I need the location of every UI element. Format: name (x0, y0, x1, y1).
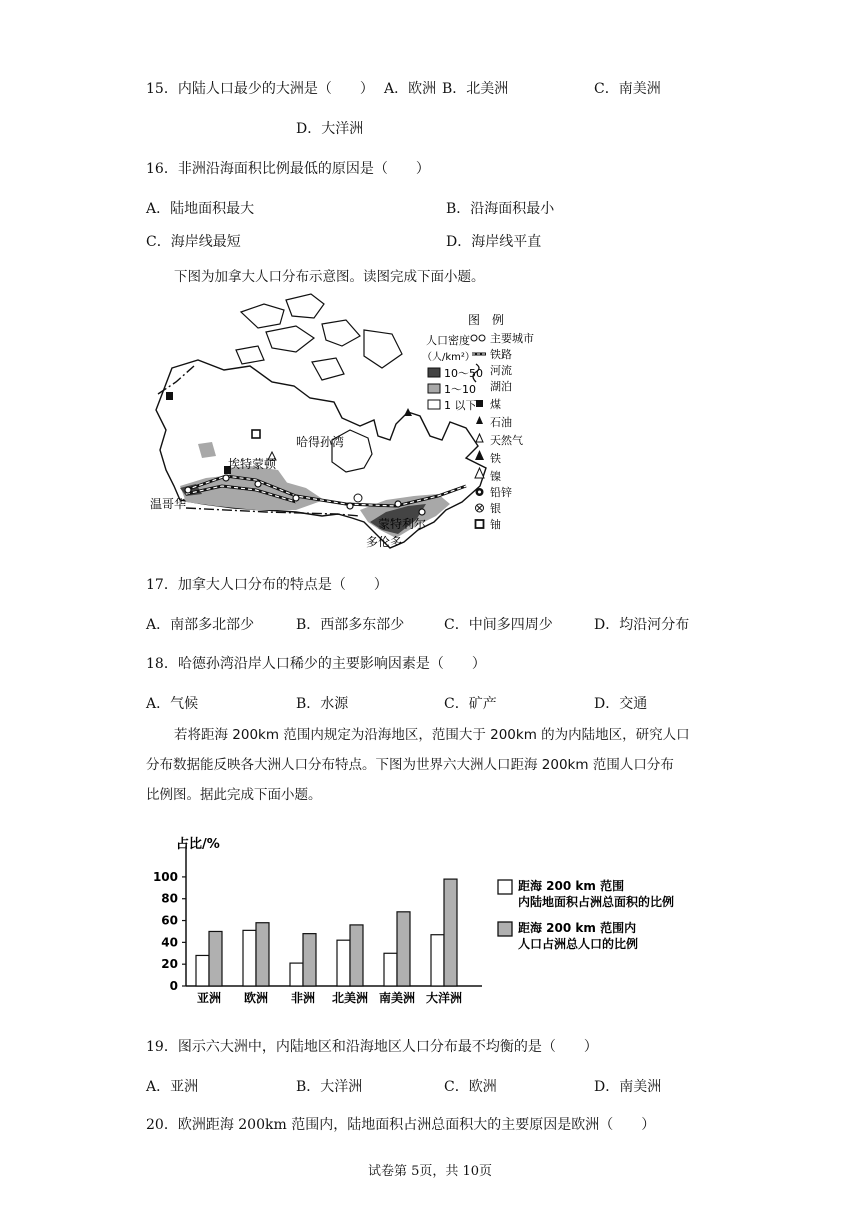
q17-option-b: B．西部多东部少 (296, 617, 405, 633)
svg-text:银: 银 (490, 502, 501, 515)
label-toronto: 多伦多 (366, 535, 403, 549)
q16-option-b: B．沿海面积最小 (446, 201, 555, 217)
chart-intro: 若将距海 200km 范围内规定为沿海地区，范围大于 200km 的为内陆地区，研究人口 分布数据能反映各大洲人口分布特点。下图为世界六大洲人口距海 200km 范围人口分布 比例图。据此完成下面小题。 (146, 727, 690, 803)
y-tick-label: 80 (161, 891, 178, 906)
legend-density-unit: （人/km²） (422, 352, 475, 363)
svg-text:湖泊: 湖泊 (490, 380, 512, 393)
chart-legend (498, 878, 674, 951)
bar-area (290, 963, 303, 986)
svg-text:石油: 石油 (490, 416, 512, 429)
q15-option-a: A．欧洲 (384, 81, 437, 97)
chart-ylabel: 占比/% (176, 837, 220, 852)
coal-icon (166, 392, 173, 400)
q17-option-a: A．南部多北部少 (146, 617, 255, 633)
svg-text:1～10: 1～10 (444, 383, 476, 396)
q19-stem: 19．图示六大洲中，内陆地区和沿海地区人口分布最不均衡的是（ ） (146, 1039, 598, 1055)
q17-option-c: C．中间多四周少 (444, 617, 553, 633)
uranium-icon (252, 430, 260, 438)
iron-icon (404, 408, 412, 416)
page-footer: 试卷第 5页，共 10页 (367, 1164, 493, 1179)
label-montreal: 蒙特利尔 (378, 517, 427, 531)
q19-option-b: B．大洋洲 (296, 1079, 363, 1095)
q16-option-d: D．海岸线平直 (446, 234, 542, 250)
label-edmonton: 埃特蒙顿 (228, 457, 277, 471)
x-tick-label: 北美洲 (331, 991, 369, 1005)
bar-area (431, 935, 444, 986)
q18-option-b: B．水源 (296, 696, 349, 712)
silver-icon (354, 494, 362, 502)
bar-area (384, 953, 397, 986)
legend-swatch-pop (498, 922, 512, 936)
x-tick-label: 大洋洲 (425, 991, 463, 1005)
arctic-islands (236, 294, 402, 380)
legend-area-line1: 距海 200 km 范围 (518, 879, 625, 893)
svg-text:铁: 铁 (490, 452, 501, 465)
bar-population (444, 879, 457, 986)
label-vancouver: 温哥华 (150, 497, 187, 511)
q15-option-c: C．南美洲 (594, 81, 661, 97)
q18-option-d: D．交通 (594, 696, 648, 712)
q19-option-d: D．南美洲 (594, 1079, 662, 1095)
y-tick-label: 100 (152, 869, 178, 884)
x-tick-label: 南美洲 (378, 991, 416, 1005)
q16-stem: 16．非洲沿海面积比例最低的原因是（ ） (146, 161, 430, 177)
legend-area-line2: 内陆地面积占洲总面积的比例 (518, 895, 675, 909)
legend-pop-line1: 距海 200 km 范围内 (518, 921, 637, 935)
svg-text:铁路: 铁路 (490, 348, 512, 361)
bar-population (350, 925, 363, 986)
bar-population (303, 934, 316, 986)
q15-option-d: D．大洋洲 (296, 121, 364, 137)
x-tick-label: 欧洲 (243, 991, 269, 1005)
bar-population (397, 912, 410, 986)
svg-text:煤: 煤 (490, 398, 501, 411)
q17-option-d: D．均沿河分布 (594, 617, 690, 633)
svg-text:河流: 河流 (490, 364, 512, 377)
svg-text:主要城市: 主要城市 (490, 332, 534, 345)
q16-option-c: C．海岸线最短 (146, 234, 241, 250)
x-tick-label: 非洲 (290, 991, 316, 1005)
q17-stem: 17．加拿大人口分布的特点是（ ） (146, 577, 388, 593)
population-bar-chart (146, 828, 706, 1014)
svg-text:镍: 镍 (490, 470, 501, 483)
legend-pop-line2: 人口占洲总人口的比例 (518, 937, 639, 951)
svg-text:铀: 铀 (490, 518, 501, 531)
bar-population (209, 931, 222, 986)
svg-text:1 以下: 1 以下 (444, 399, 477, 412)
q19-option-c: C．欧洲 (444, 1079, 497, 1095)
bar-area (196, 955, 209, 986)
q19-option-a: A．亚洲 (146, 1079, 199, 1095)
x-tick-label: 亚洲 (196, 991, 222, 1005)
legend-title: 图 例 (468, 313, 505, 327)
q18-option-c: C．矿产 (444, 696, 497, 712)
svg-text:10～50: 10～50 (444, 367, 483, 380)
legend-swatch-area (498, 880, 512, 894)
legend-density-label: 人口密度 (426, 334, 470, 347)
q18-option-a: A．气候 (146, 696, 199, 712)
q15-option-b: B．北美洲 (442, 81, 509, 97)
canada-population-map (146, 290, 586, 560)
q18-stem: 18．哈德孙湾沿岸人口稀少的主要影响因素是（ ） (146, 656, 486, 672)
bar-population (256, 923, 269, 986)
q15-stem: 15．内陆人口最少的大洲是（ ） (146, 81, 374, 97)
label-hudson-bay: 哈得孙湾 (296, 435, 345, 449)
y-tick-label: 20 (161, 957, 178, 972)
y-tick-label: 60 (161, 913, 178, 928)
bar-area (243, 930, 256, 986)
svg-text:铅锌: 铅锌 (490, 486, 512, 499)
q16-option-a: A．陆地面积最大 (146, 201, 255, 217)
q20-stem: 20．欧洲距海 200km 范围内，陆地面积占洲总面积大的主要原因是欧洲（ ） (146, 1117, 656, 1133)
map-intro: 下图为加拿大人口分布示意图。读图完成下面小题。 (174, 269, 485, 285)
bar-area (337, 940, 350, 986)
y-tick-label: 40 (161, 935, 178, 950)
svg-text:天然气: 天然气 (490, 434, 523, 447)
y-tick-label: 0 (169, 979, 178, 993)
